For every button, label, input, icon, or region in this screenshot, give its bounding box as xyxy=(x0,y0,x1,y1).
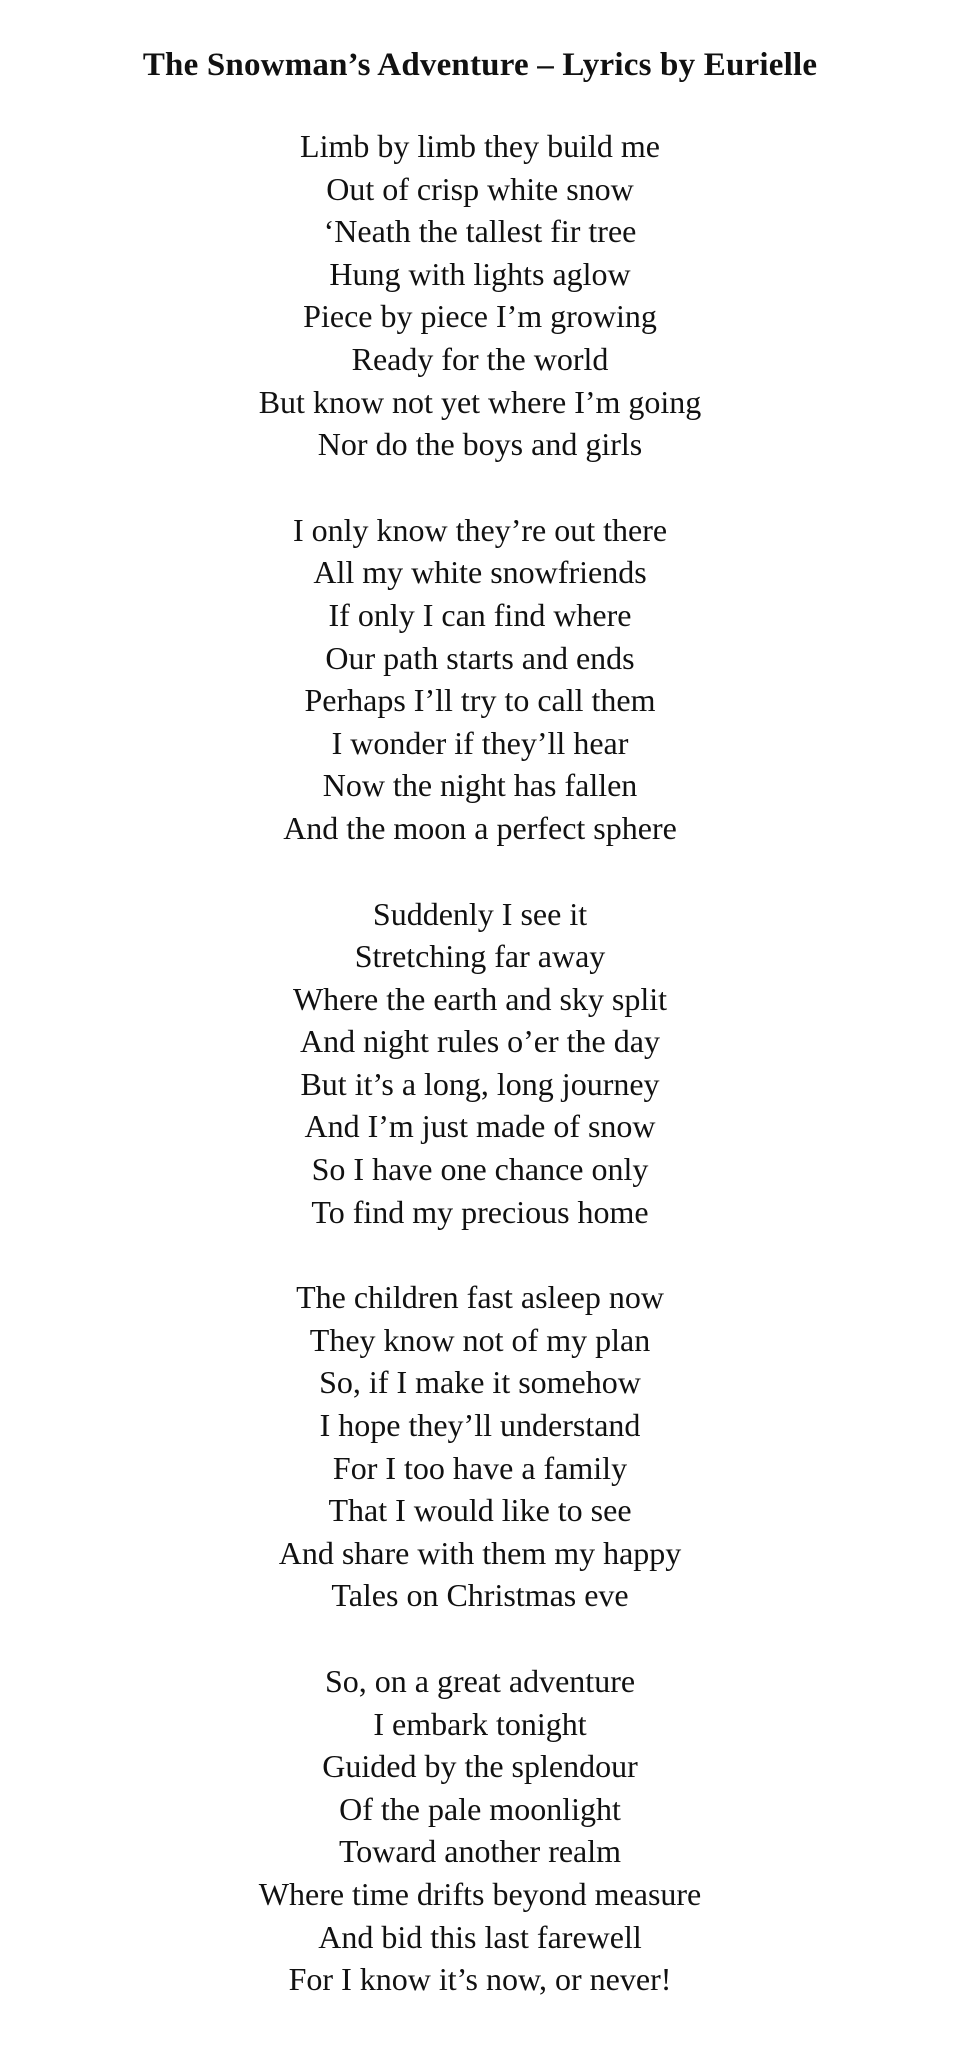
lyric-line: They know not of my plan xyxy=(309,1321,651,1358)
lyric-line: I hope they’ll understand xyxy=(319,1407,641,1444)
lyric-line: Stretching far away xyxy=(354,938,606,975)
lyric-line: Perhaps I’ll try to call them xyxy=(304,682,656,719)
lyric-line: So, on a great adventure xyxy=(324,1663,636,1699)
lyric-line: If only I can find where xyxy=(328,596,632,633)
lyrics-body xyxy=(0,125,960,2001)
lyric-line: So I have one chance only xyxy=(311,1151,649,1188)
lyric-line: That I would like to see xyxy=(328,1492,632,1529)
lyric-line: Suddenly I see it xyxy=(372,895,588,932)
stanza-5 xyxy=(0,1660,960,2001)
lyric-line: Guided by the splendour xyxy=(322,1748,638,1785)
lyric-line: ‘Neath the tallest fir tree xyxy=(323,213,637,250)
lyric-line: Nor do the boys and girls xyxy=(317,426,643,463)
lyric-line: And share with them my happy xyxy=(278,1534,682,1571)
lyric-line: So, if I make it somehow xyxy=(319,1364,641,1401)
lyric-line: And the moon a perfect sphere xyxy=(283,809,677,846)
lyric-line: I only know they’re out there xyxy=(292,511,668,548)
lyric-line: Out of crisp white snow xyxy=(326,170,634,207)
page-title: The Snowman’s Adventure – Lyrics by Eurielle xyxy=(142,47,818,83)
lyric-line: I embark tonight xyxy=(373,1705,587,1742)
lyric-line: Ready for the world xyxy=(351,340,609,377)
lyric-line: But know not yet where I’m going xyxy=(258,383,702,420)
lyric-line: Limb by limb they build me xyxy=(300,128,660,164)
lyric-line: Our path starts and ends xyxy=(325,639,635,676)
lyric-line: Where the earth and sky split xyxy=(292,980,668,1017)
stanza-3 xyxy=(0,893,960,1234)
lyric-line: Piece by piece I’m growing xyxy=(303,298,657,335)
lyric-line: To find my precious home xyxy=(311,1193,649,1230)
stanza-4 xyxy=(0,1276,960,1617)
lyric-line: Of the pale moonlight xyxy=(339,1790,621,1827)
stanza-1 xyxy=(0,125,960,466)
lyric-line: And I’m just made of snow xyxy=(304,1108,656,1145)
lyric-line: Toward another realm xyxy=(338,1833,622,1870)
stanza-2 xyxy=(0,509,960,850)
lyric-line: For I know it’s now, or never! xyxy=(288,1961,672,1998)
lyric-line: For I too have a family xyxy=(332,1449,628,1486)
lyric-line: But it’s a long, long journey xyxy=(300,1065,660,1102)
lyric-line: I wonder if they’ll hear xyxy=(331,724,629,761)
lyric-line: The children fast asleep now xyxy=(296,1279,664,1316)
lyric-line: Hung with lights aglow xyxy=(329,255,631,292)
lyric-line: And night rules o’er the day xyxy=(300,1023,660,1060)
lyric-line: All my white snowfriends xyxy=(313,554,647,591)
lyric-line: Where time drifts beyond measure xyxy=(258,1875,702,1912)
lyric-line: Tales on Christmas eve xyxy=(331,1577,629,1614)
lyric-line: Now the night has fallen xyxy=(322,767,638,804)
lyric-line: And bid this last farewell xyxy=(318,1918,642,1955)
